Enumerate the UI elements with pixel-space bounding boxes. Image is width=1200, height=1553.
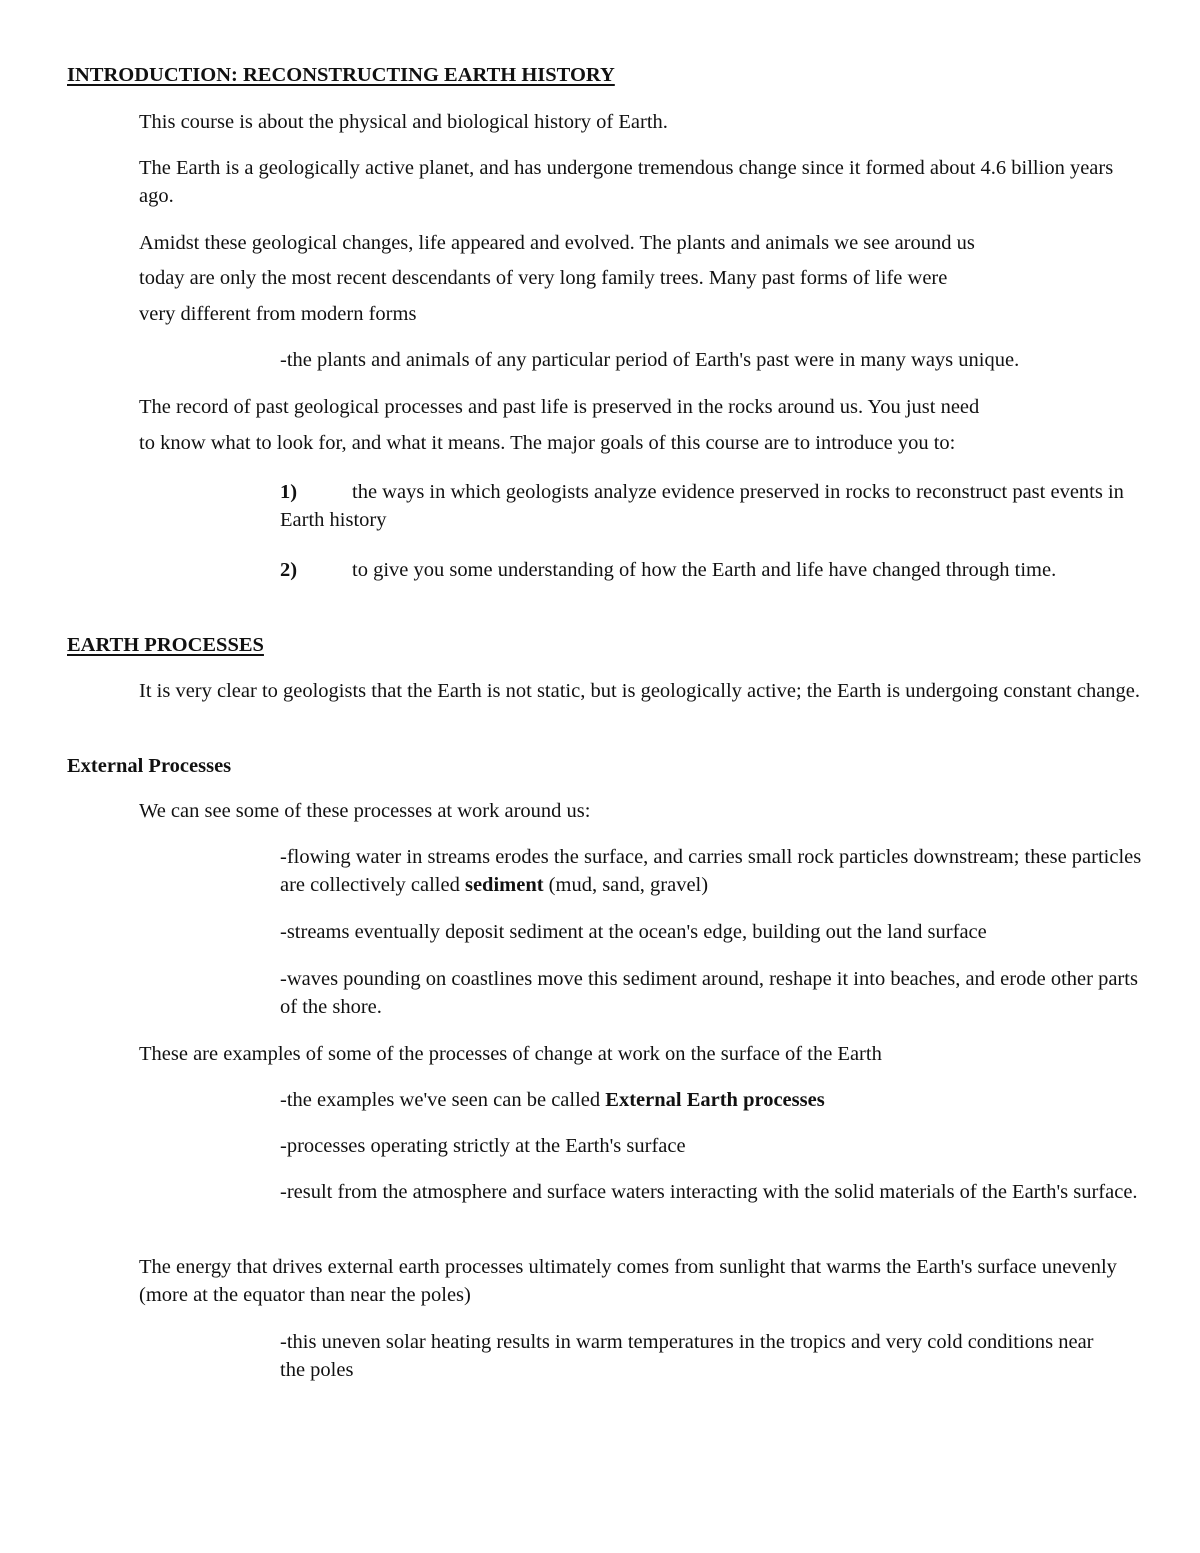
intro-heading: INTRODUCTION: RECONSTRUCTING EARTH HISTORY bbox=[67, 64, 615, 86]
earth-processes-heading: EARTH PROCESSES bbox=[67, 634, 264, 656]
paragraph-record-line2: to know what to look for, and what it means. The major goals of this course are to introduce you to: bbox=[139, 432, 956, 454]
definition-external bbox=[280, 1086, 825, 1114]
goal-text-2: to give you some understanding of how the Earth and life have changed through time. bbox=[352, 559, 1057, 581]
example-waves: -waves pounding on coastlines move this sediment around, reshape it into beaches, and erode other parts of the shore. bbox=[280, 968, 1138, 1018]
paragraph-record-line1: The record of past geological processes and past life is preserved in the rocks around us. You just need bbox=[139, 396, 980, 418]
paragraph-course: This course is about the physical and biological history of Earth. bbox=[139, 111, 668, 133]
paragraph-life-line3: very different from modern forms bbox=[139, 303, 417, 325]
paragraph-energy-sunlight: The energy that drives external earth processes ultimately comes from sunlight that warms the Earth's surface unevenly (more at the equator than near the poles) bbox=[139, 1256, 1117, 1306]
paragraph-not-static: It is very clear to geologists that the Earth is not static, but is geologically active; the Earth is undergoing constant change. bbox=[139, 680, 1141, 702]
solar-heating-note: -this uneven solar heating results in warm temperatures in the tropics and very cold conditions near the poles bbox=[280, 1331, 1094, 1381]
term-external-earth-processes: External Earth processes bbox=[605, 1089, 825, 1111]
example-flowing-water bbox=[280, 843, 1150, 899]
paragraph-life-line2: today are only the most recent descendants of very long family trees. Many past forms of life were bbox=[139, 267, 948, 289]
paragraph-examples-change: These are examples of some of the processes of change at work on the surface of the Earth bbox=[139, 1043, 882, 1065]
definition-external-text: -the examples we've seen can be called bbox=[280, 1089, 606, 1111]
goal-item-1 bbox=[280, 478, 1140, 534]
life-unique-note: -the plants and animals of any particular period of Earth's past were in many ways unique. bbox=[280, 349, 1020, 371]
example-streams-deposit: -streams eventually deposit sediment at the ocean's edge, building out the land surface bbox=[280, 921, 987, 943]
paragraph-earth-active: The Earth is a geologically active planet, and has undergone tremendous change since it formed about 4.6 billion years ago. bbox=[139, 157, 1114, 207]
goal-number-1: 1) bbox=[280, 481, 298, 503]
term-sediment: sediment bbox=[464, 874, 544, 896]
example-flowing-water-end: (mud, sand, gravel) bbox=[543, 874, 709, 896]
paragraph-see-processes: We can see some of these processes at work around us: bbox=[139, 800, 591, 822]
example-flowing-water-text: -flowing water in streams erodes the surface, and carries small rock particles downstream; these particles are collectively called bbox=[280, 846, 1142, 896]
goal-text-1: the ways in which geologists analyze evidence preserved in rocks to reconstruct past events in Earth history bbox=[280, 481, 1124, 531]
definition-surface: -processes operating strictly at the Earth's surface bbox=[280, 1135, 686, 1157]
external-processes-heading: External Processes bbox=[67, 755, 232, 777]
goal-item-2 bbox=[280, 556, 1140, 584]
definition-atmosphere: -result from the atmosphere and surface waters interacting with the solid materials of the Earth's surface. bbox=[280, 1181, 1138, 1203]
goal-number-2: 2) bbox=[280, 559, 298, 581]
paragraph-life-line1: Amidst these geological changes, life appeared and evolved. The plants and animals we see around us bbox=[139, 232, 975, 254]
